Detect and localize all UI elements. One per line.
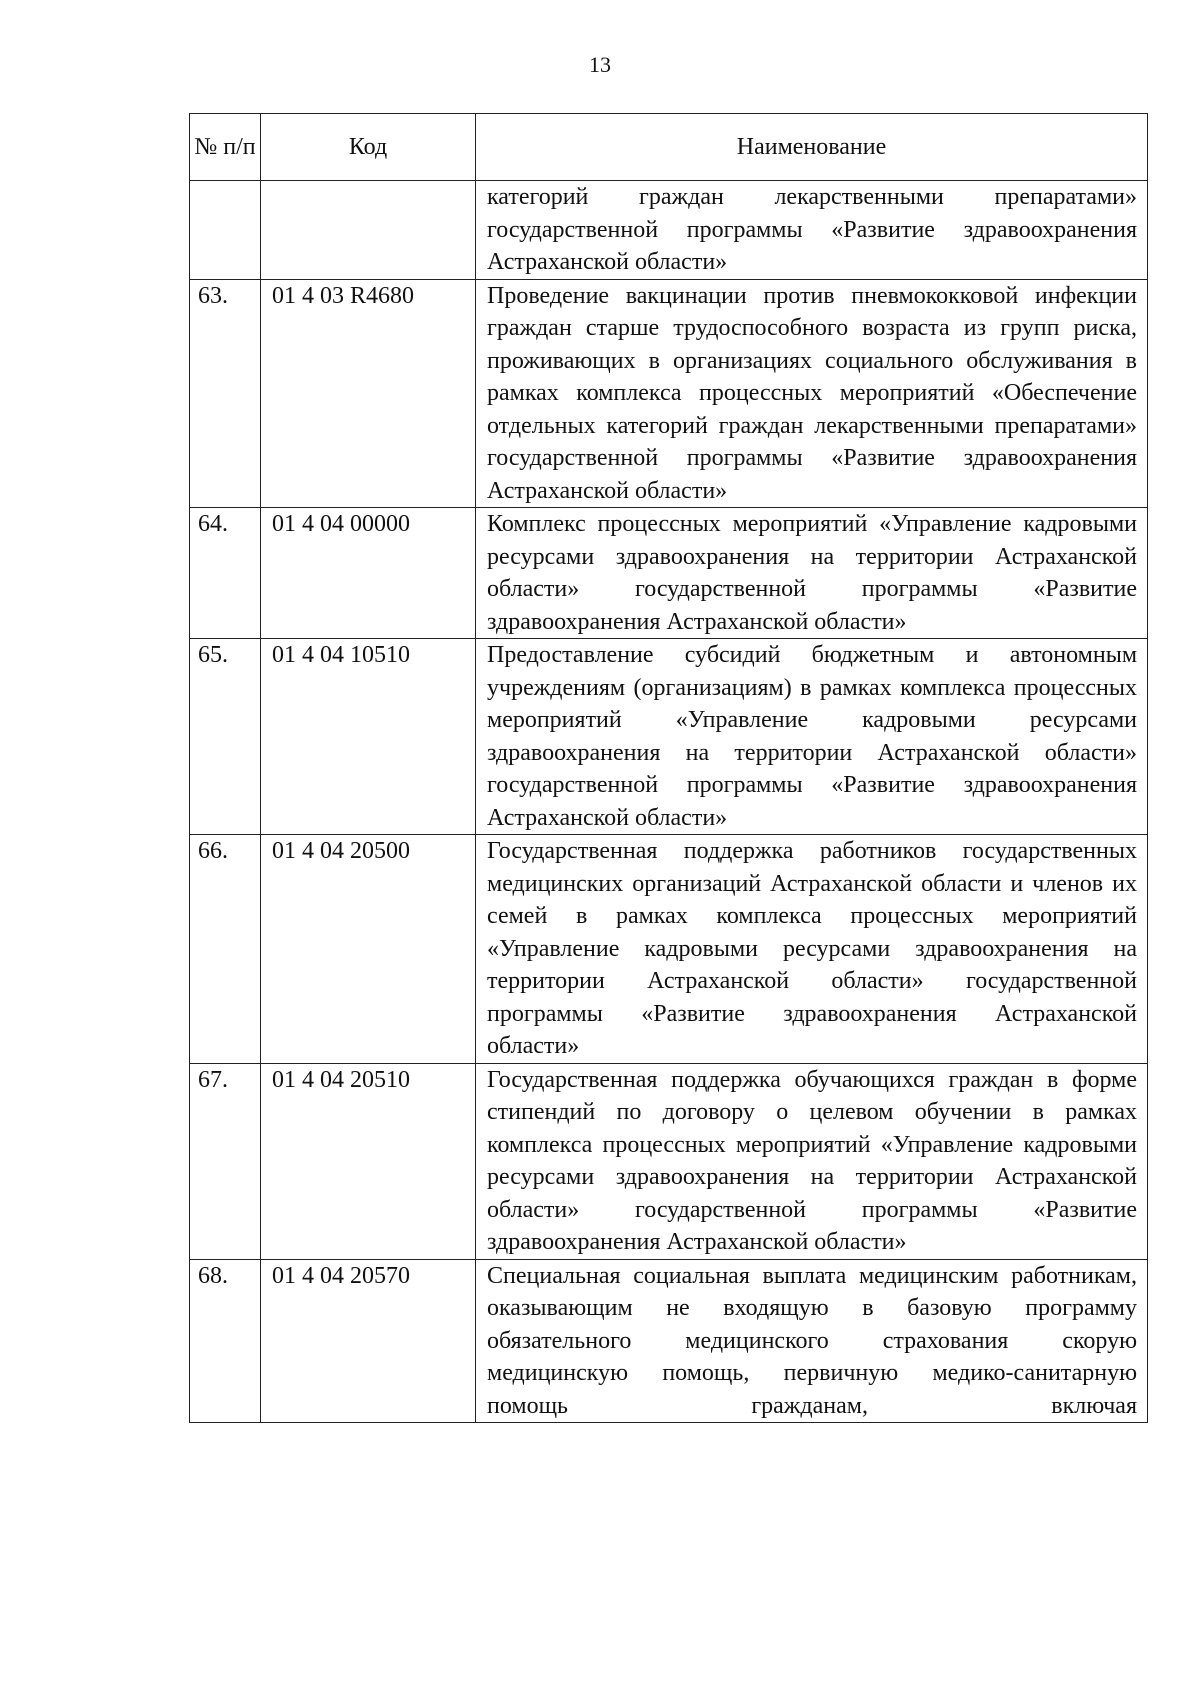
- table-row: [190, 279, 1148, 508]
- row-code: 01 4 04 10510: [261, 639, 476, 835]
- row-code: 01 4 03 R4680: [261, 279, 476, 508]
- row-name: Предоставление субсидий бюджетным и автономным учреждениям (организациям) в рамках комплекса процессных мероприятий «Управление кадровыми ресурсами здравоохранения на территории Астраханской области» государственной программы «Развитие здравоохранения Астраханской области»: [476, 639, 1148, 835]
- row-code: 01 4 04 20570: [261, 1259, 476, 1423]
- row-code: [261, 181, 476, 280]
- row-number: 68.: [190, 1259, 261, 1423]
- row-code: 01 4 04 20500: [261, 835, 476, 1064]
- table-row: [190, 1063, 1148, 1259]
- row-number: 64.: [190, 508, 261, 639]
- table-row: [190, 508, 1148, 639]
- table-row: [190, 639, 1148, 835]
- table-row: [190, 835, 1148, 1064]
- row-name: Государственная поддержка работников государственных медицинских организаций Астраханской области и членов их семей в рамках комплекса процессных мероприятий «Управление кадровыми ресурсами здравоохранения на территории Астраханской области» государственной программы «Развитие здравоохранения Астраханской области»: [476, 835, 1148, 1064]
- row-number: [190, 181, 261, 280]
- row-number: 65.: [190, 639, 261, 835]
- row-number: 63.: [190, 279, 261, 508]
- page-number: 13: [589, 52, 611, 77]
- table-header-row: [190, 114, 1148, 181]
- row-name: Комплекс процессных мероприятий «Управление кадровыми ресурсами здравоохранения на территории Астраханской области» государственной программы «Развитие здравоохранения Астраханской области»: [476, 508, 1148, 639]
- row-name: категорий граждан лекарственными препаратами» государственной программы «Развитие здравоохранения Астраханской области»: [476, 181, 1148, 280]
- table-row: [190, 181, 1148, 280]
- codes-table: [189, 113, 1148, 1423]
- column-header-code: Код: [261, 114, 476, 181]
- row-number: 66.: [190, 835, 261, 1064]
- row-code: 01 4 04 00000: [261, 508, 476, 639]
- column-header-number: № п/п: [190, 114, 261, 181]
- row-code: 01 4 04 20510: [261, 1063, 476, 1259]
- row-name: Государственная поддержка обучающихся граждан в форме стипендий по договору о целевом обучении в рамках комплекса процессных мероприятий «Управление кадровыми ресурсами здравоохранения на территории Астраханской области» государственной программы «Развитие здравоохранения Астраханской области»: [476, 1063, 1148, 1259]
- table-row: [190, 1259, 1148, 1423]
- row-name: Специальная социальная выплата медицинским работникам, оказывающим не входящую в базовую программу обязательного медицинского страхования скорую медицинскую помощь, первичную медико-санитарную помощь гражданам, включая: [476, 1259, 1148, 1423]
- row-name: Проведение вакцинации против пневмококковой инфекции граждан старше трудоспособного возраста из групп риска, проживающих в организациях социального обслуживания в рамках комплекса процессных мероприятий «Обеспечение отдельных категорий граждан лекарственными препаратами» государственной программы «Развитие здравоохранения Астраханской области»: [476, 279, 1148, 508]
- column-header-name: Наименование: [476, 114, 1148, 181]
- row-number: 67.: [190, 1063, 261, 1259]
